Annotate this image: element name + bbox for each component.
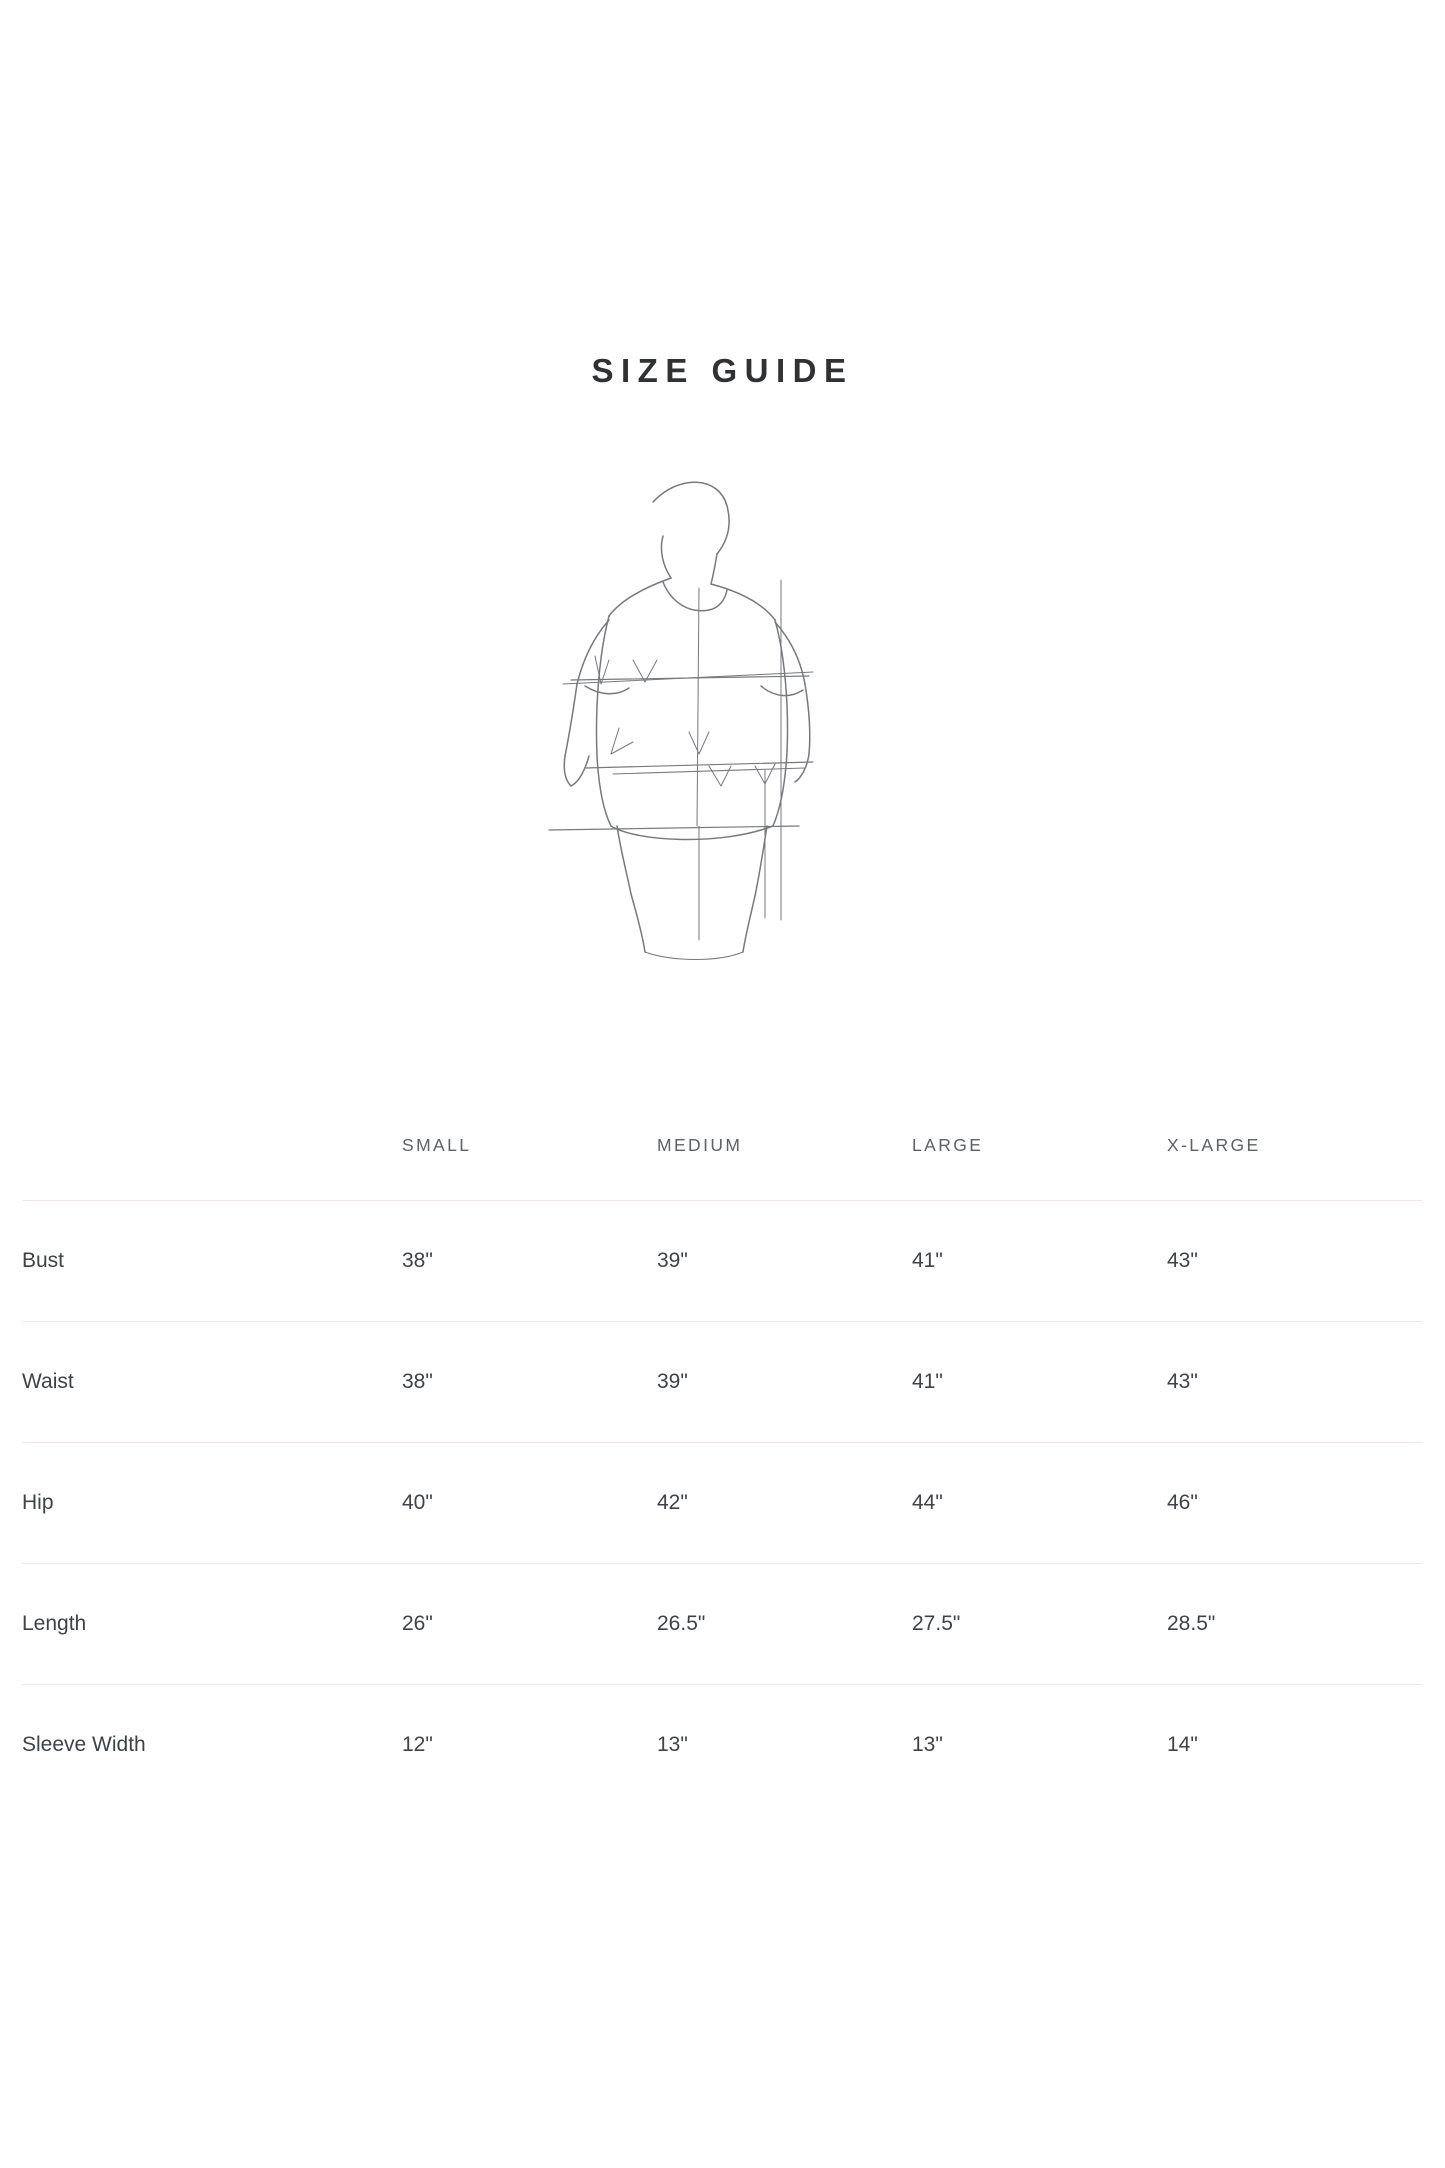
cell-waist-large: 41" (912, 1370, 943, 1393)
size-table-container (22, 1125, 1422, 1805)
row-label-waist: Waist (22, 1370, 74, 1393)
row-label-hip: Hip (22, 1491, 54, 1514)
cell-waist-medium: 39" (657, 1370, 688, 1393)
cell-sleeve-width-x-large: 14" (1167, 1733, 1198, 1756)
table-row (22, 1685, 1422, 1806)
size-table (22, 1125, 1422, 1805)
cell-bust-large: 41" (912, 1249, 943, 1272)
table-row (22, 1443, 1422, 1564)
cell-hip-medium: 42" (657, 1491, 688, 1514)
cell-hip-small: 40" (402, 1491, 433, 1514)
table-row (22, 1201, 1422, 1322)
cell-sleeve-width-large: 13" (912, 1733, 943, 1756)
header-medium: MEDIUM (657, 1135, 743, 1155)
woman-torso-measurement-sketch (513, 470, 933, 1030)
header-x-large: X-LARGE (1167, 1135, 1261, 1155)
cell-bust-medium: 39" (657, 1249, 688, 1272)
table-header-row (22, 1125, 1422, 1201)
cell-length-medium: 26.5" (657, 1612, 706, 1635)
header-small: SMALL (402, 1135, 472, 1155)
row-label-sleeve-width: Sleeve Width (22, 1733, 146, 1756)
cell-bust-small: 38" (402, 1249, 433, 1272)
table-row (22, 1564, 1422, 1685)
row-label-bust: Bust (22, 1249, 65, 1272)
cell-sleeve-width-medium: 13" (657, 1733, 688, 1756)
page-title: SIZE GUIDE (591, 352, 854, 389)
cell-length-x-large: 28.5" (1167, 1612, 1216, 1635)
cell-bust-x-large: 43" (1167, 1249, 1198, 1272)
table-row (22, 1322, 1422, 1443)
size-guide-illustration (0, 470, 1445, 1030)
cell-hip-x-large: 46" (1167, 1491, 1198, 1514)
header-measurement (22, 1125, 402, 1201)
cell-sleeve-width-small: 12" (402, 1733, 433, 1756)
row-label-length: Length (22, 1612, 87, 1635)
cell-waist-x-large: 43" (1167, 1370, 1198, 1393)
size-table-body (22, 1201, 1422, 1806)
size-table-head (22, 1125, 1422, 1201)
cell-hip-large: 44" (912, 1491, 943, 1514)
cell-length-small: 26" (402, 1612, 433, 1635)
cell-length-large: 27.5" (912, 1612, 961, 1635)
header-large: LARGE (912, 1135, 984, 1155)
cell-waist-small: 38" (402, 1370, 433, 1393)
